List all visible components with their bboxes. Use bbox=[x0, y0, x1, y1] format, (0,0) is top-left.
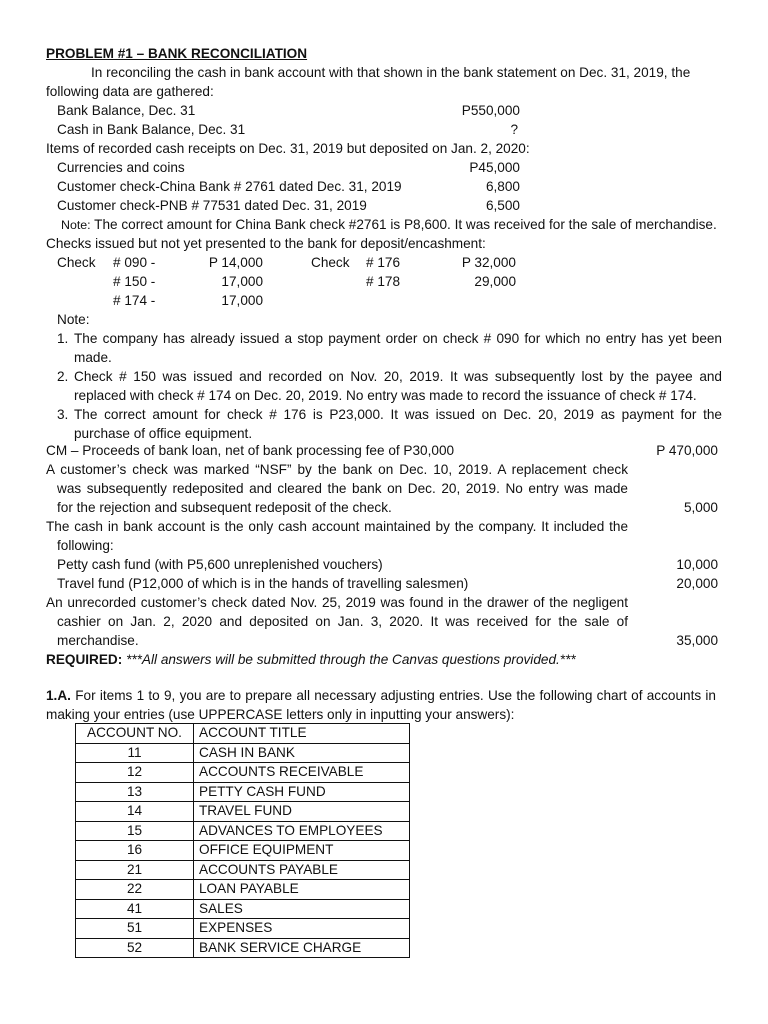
petty-cash-amount: 10,000 bbox=[676, 557, 718, 572]
note-line: Check # 150 was issued and recorded on Nov. 20, 2019. It was subsequently lost by the payee and bbox=[74, 369, 722, 384]
cash-account-line: The cash in bank account is the only cash account maintained by the company. It included the bbox=[46, 519, 628, 534]
account-no: 21 bbox=[76, 860, 194, 880]
account-no: 15 bbox=[76, 821, 194, 841]
account-title: EXPENSES bbox=[194, 919, 410, 939]
table-row bbox=[76, 782, 410, 802]
cash-account-line: following: bbox=[57, 538, 114, 553]
cash-balance-amount: ? bbox=[510, 122, 518, 137]
account-title: BANK SERVICE CHARGE bbox=[194, 938, 410, 958]
dit-item-label: Customer check-China Bank # 2761 dated Dec. 31, 2019 bbox=[57, 179, 402, 194]
table-row bbox=[76, 938, 410, 958]
unrecorded-line: An unrecorded customer’s check dated Nov. 25, 2019 was found in the drawer of the negligent bbox=[46, 595, 628, 610]
os-check-amount: P 32,000 bbox=[461, 255, 516, 270]
dit-item-label: Customer check-PNB # 77531 dated Dec. 31, 2019 bbox=[57, 198, 367, 213]
account-no: 41 bbox=[76, 899, 194, 919]
os-check-word-right: Check bbox=[311, 255, 350, 270]
header-account-no: ACCOUNT NO. bbox=[76, 724, 194, 744]
os-check-no: # 176 bbox=[366, 255, 401, 270]
os-check-amount: 29,000 bbox=[474, 274, 516, 289]
task-line-1 bbox=[46, 686, 716, 705]
cm-label: CM – Proceeds of bank loan, net of bank processing fee of P30,000 bbox=[46, 443, 455, 458]
required-line bbox=[46, 650, 576, 669]
page-title: PROBLEM #1 – BANK RECONCILIATION bbox=[46, 46, 308, 61]
dit-item-amount: P45,000 bbox=[469, 160, 520, 175]
table-header-row bbox=[76, 724, 410, 744]
nsf-line: for the rejection and subsequent redeposit of the check. bbox=[57, 500, 392, 515]
account-no: 13 bbox=[76, 782, 194, 802]
account-no: 16 bbox=[76, 841, 194, 861]
os-heading: Checks issued but not yet presented to the bank for deposit/encashment: bbox=[46, 236, 486, 251]
account-title: LOAN PAYABLE bbox=[194, 880, 410, 900]
account-title: SALES bbox=[194, 899, 410, 919]
task-text: For items 1 to 9, you are to prepare all necessary adjusting entries. Use the following chart of accounts in bbox=[75, 688, 716, 703]
cash-balance-label: Cash in Bank Balance, Dec. 31 bbox=[57, 122, 246, 137]
note-number: 3. bbox=[57, 407, 69, 422]
intro-line-2: following data are gathered: bbox=[46, 84, 214, 99]
account-no: 14 bbox=[76, 802, 194, 822]
chart-of-accounts-table bbox=[75, 723, 410, 958]
table-row bbox=[76, 899, 410, 919]
account-no: 22 bbox=[76, 880, 194, 900]
nsf-line: A customer’s check was marked “NSF” by the bank on Dec. 10, 2019. A replacement check bbox=[46, 462, 628, 477]
account-title: TRAVEL FUND bbox=[194, 802, 410, 822]
dit-item-label: Currencies and coins bbox=[57, 160, 185, 175]
task-label: 1.A. bbox=[46, 688, 71, 703]
unrecorded-line: merchandise. bbox=[57, 633, 139, 648]
header-account-title: ACCOUNT TITLE bbox=[194, 724, 410, 744]
account-title: ACCOUNTS RECEIVABLE bbox=[194, 763, 410, 783]
cm-amount: P 470,000 bbox=[656, 443, 718, 458]
required-label: REQUIRED: bbox=[46, 652, 123, 667]
note-number: 2. bbox=[57, 369, 69, 384]
bank-balance-label: Bank Balance, Dec. 31 bbox=[57, 103, 196, 118]
note-line: purchase of office equipment. bbox=[74, 426, 253, 441]
travel-fund-label: Travel fund (P12,000 of which is in the hands of travelling salesmen) bbox=[57, 576, 469, 591]
table-row bbox=[76, 919, 410, 939]
dit-item-amount: 6,800 bbox=[485, 179, 520, 194]
table-row bbox=[76, 841, 410, 861]
os-check-no: # 090 - bbox=[113, 255, 156, 270]
account-no: 52 bbox=[76, 938, 194, 958]
note-number: 1. bbox=[57, 331, 69, 346]
table-row bbox=[76, 860, 410, 880]
table-row bbox=[76, 802, 410, 822]
os-check-amount: 17,000 bbox=[221, 293, 263, 308]
unrecorded-amount: 35,000 bbox=[676, 633, 718, 648]
dit-item-amount: 6,500 bbox=[485, 198, 520, 213]
table-row bbox=[76, 763, 410, 783]
account-no: 11 bbox=[76, 743, 194, 763]
account-title: PETTY CASH FUND bbox=[194, 782, 410, 802]
os-check-word-left: Check bbox=[57, 255, 96, 270]
table-row bbox=[76, 880, 410, 900]
account-no: 12 bbox=[76, 763, 194, 783]
os-check-amount: P 14,000 bbox=[208, 255, 263, 270]
nsf-line: was subsequently redeposited and cleared the bank on Dec. 20, 2019. No entry was made bbox=[57, 481, 628, 496]
bank-balance-amount: P550,000 bbox=[461, 103, 520, 118]
os-check-no: # 150 - bbox=[113, 274, 156, 289]
account-title: OFFICE EQUIPMENT bbox=[194, 841, 410, 861]
table-row bbox=[76, 743, 410, 763]
travel-fund-amount: 20,000 bbox=[676, 576, 718, 591]
account-no: 51 bbox=[76, 919, 194, 939]
dit-note-label: Note: bbox=[61, 218, 91, 232]
os-check-no: # 178 bbox=[366, 274, 401, 289]
note-line: replaced with check # 174 on Dec. 20, 2019. No entry was made to record the issuance of check # 174. bbox=[74, 388, 697, 403]
dit-note-text: The correct amount for China Bank check #2761 is P8,600. It was received for the sale of merchandise. bbox=[94, 217, 717, 232]
required-text: ***All answers will be submitted through the Canvas questions provided.*** bbox=[126, 652, 576, 667]
os-check-amount: 17,000 bbox=[221, 274, 263, 289]
dit-heading: Items of recorded cash receipts on Dec. 31, 2019 but deposited on Jan. 2, 2020: bbox=[46, 141, 530, 156]
notes-heading: Note: bbox=[57, 312, 90, 327]
petty-cash-label: Petty cash fund (with P5,600 unreplenished vouchers) bbox=[57, 557, 383, 572]
task-line-2: making your entries (use UPPERCASE letters only in inputting your answers): bbox=[46, 707, 515, 722]
table-row bbox=[76, 821, 410, 841]
dit-note bbox=[61, 215, 717, 235]
os-check-no: # 174 - bbox=[113, 293, 156, 308]
account-title: ACCOUNTS PAYABLE bbox=[194, 860, 410, 880]
note-line: The company has already issued a stop payment order on check # 090 for which no entry has yet been bbox=[74, 331, 722, 346]
account-title: CASH IN BANK bbox=[194, 743, 410, 763]
unrecorded-line: cashier on Jan. 2, 2020 and deposited on Jan. 3, 2020. It was received for the sale of bbox=[57, 614, 628, 629]
note-line: The correct amount for check # 176 is P23,000. It was issued on Dec. 20, 2019 as payment for the bbox=[74, 407, 722, 422]
intro-line-1: In reconciling the cash in bank account with that shown in the bank statement on Dec. 31, 2019, the bbox=[91, 65, 691, 80]
note-line: made. bbox=[74, 350, 112, 365]
account-title: ADVANCES TO EMPLOYEES bbox=[194, 821, 410, 841]
nsf-amount: 5,000 bbox=[683, 500, 718, 515]
